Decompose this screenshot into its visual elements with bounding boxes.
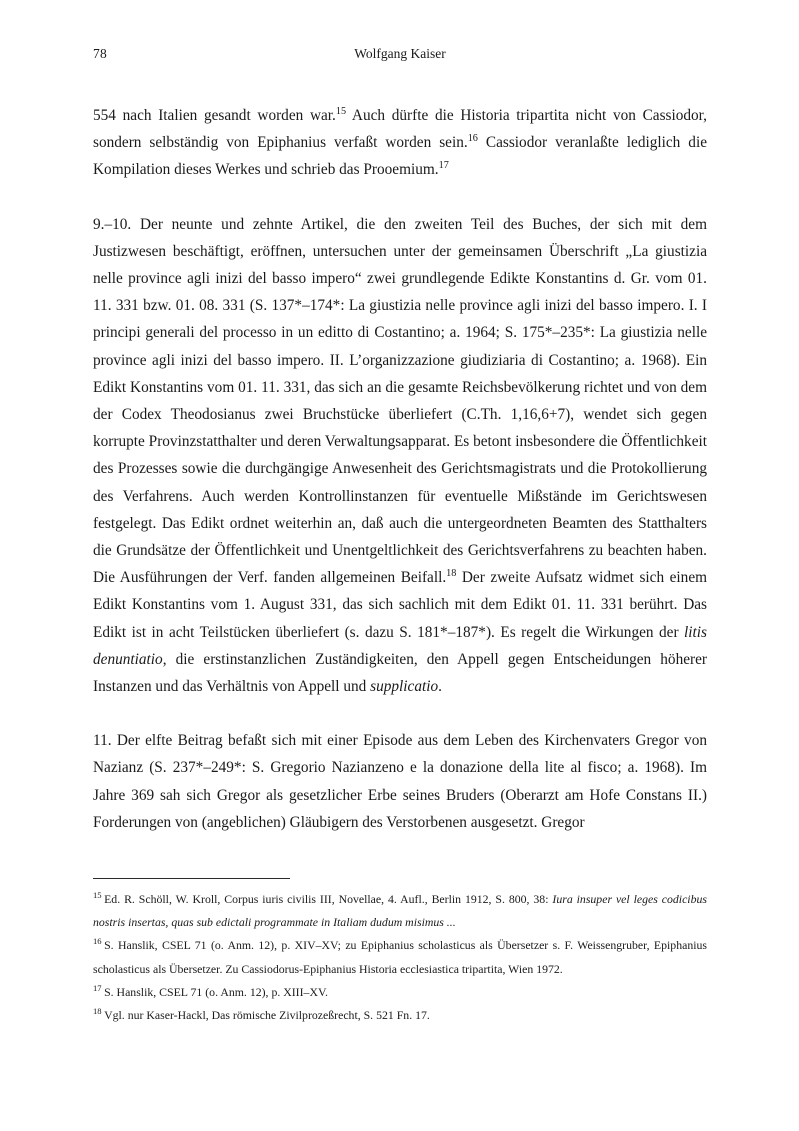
paragraph-1 [93,102,707,184]
paragraph-2 [93,211,707,701]
footnote-15-text: Ed. R. Schöll, W. Kroll, Corpus iuris civilis III, Novellae, 4. Aufl., Berlin 1912, S. 800, 38: [104,892,553,906]
footnote-area [93,878,707,1027]
footnote-item [93,981,707,1004]
footnote-reference-15[interactable]: 15 [335,105,347,117]
footnote-reference-17[interactable]: 17 [438,160,449,172]
paragraph-1-segment-1: 554 nach Italien gesandt worden war. [93,107,336,124]
paragraph-2-segment-3: , die erstinstanzlichen Zuständigkeiten, den Appell gegen Entscheidungen höherer Instanzen und das Verhältnis von Appell und [93,650,707,696]
footnote-reference-18[interactable]: 18 [446,568,457,580]
body-text-area [93,102,707,836]
latin-term-supplicatio: supplicatio [370,678,439,696]
footnote-item [93,888,707,934]
footnote-separator-rule [93,878,290,879]
footnote-number-15: 15 [93,890,102,901]
footnote-item [93,934,707,980]
footnote-item [93,1004,707,1027]
paragraph-1-segment-2: Auch dürfte die Historia tripartita nicht von Cassiodor, sondern selbständig von Epiphanius verfaßt worden sein. [93,107,707,152]
running-header [93,45,707,75]
footnote-reference-16[interactable]: 16 [467,133,478,145]
paragraph-2-segment-2: Der zweite Aufsatz widmet sich einem Edikt Konstantins vom 1. August 331, das sich sachlich mit dem Edikt 01. 11. 331 berührt. Das Edikt ist in acht Teilstücken überliefert (s. dazu S. 181*–187*). Es regelt die Wirkungen der [93,569,708,641]
paragraph-2-segment-4: . [438,678,442,696]
footnote-15-latin-quote: Iura insuper vel leges codicibus nostris insertas, quas sub edictali programmate in Italiam dudum misimus ... [93,892,707,930]
latin-term-litis-denuntiatio: litis denuntiatio [93,623,707,668]
paragraph-2-segment-1: 9.–10. Der neunte und zehnte Artikel, die den zweiten Teil des Buches, der sich mit dem Justizwesen beschäftigt, eröffnen, untersuchen unter der gemeinsamen Überschrift „La giustizia nelle province agli inizi del basso impero“ zwei grundlegende Edikte Konstantins d. Gr. vom 01. 11. 331 bzw. 01. 08. 331 (S. 137*–174*: La giustizia nelle province agli inizi del basso impero. I. I principi generali del processo in un editto di Costantino; a. 1964; S. 175*–235*: La giustizia nelle province agli inizi del basso impero. II. L’organizzazione giudiziaria di Costantino; a. 1968). Ein Edikt Konstantins vom 01. 11. 331, das sich an die gesamte Reichsbevölkerung richtet und von dem der Codex Theodosianus zwei Bruchstücke überliefert (C.Th. 1,16,6+7), wendet sich gegen korrupte Provinzstatthalter und deren Verwaltungsapparat. Es betont insbesondere die Öffentlichkeit des Prozesses sowie die durchgängige Anwesenheit des Gerichtsmagistrats und die Protokollierung des Verfahrens. Auch werden Kontrollinstanzen für eventuelle Mißstände im Gerichtswesen festgelegt. Das Edikt ordnet weiterhin an, daß auch die untergeordneten Beamten des Statthalters die Grundsätze der Öffentlichkeit und Unentgeltlichkeit des Gerichtsverfahrens zu beachten haben. Die Ausführungen der Verf. fanden allgemeinen Beifall. [93,215,707,587]
footnote-number-16: 16 [93,936,102,947]
paragraph-3-segment-1: 11. Der elfte Beitrag befaßt sich mit einer Episode aus dem Leben des Kirchenvaters Gregor von Nazianz (S. 237*–249*: S. Gregorio Nazianzeno e la donazione della lite al fisco; a. 1968). Im Jahre 369 sah sich Gregor als gesetzlicher Erbe seines Bruders (Oberarzt am Hofe Constans II.) Forderungen von (angeblichen) Gläubigern des Verstorbenen ausgesetzt. Gregor [93,732,707,831]
footnote-18-text: Vgl. nur Kaser-Hackl, Das römische Zivilprozeßrecht, S. 521 Fn. 17. [104,1008,430,1023]
footnote-number-17: 17 [93,982,102,993]
paragraph-3 [93,727,707,836]
paragraph-1-segment-3: Cassiodor veranlaßte lediglich die Kompilation dieses Werkes und schrieb das Prooemium. [93,134,707,179]
footnote-16-text: S. Hanslik, CSEL 71 (o. Anm. 12), p. XIV–XV; zu Epiphanius scholasticus als Übersetzer s. F. Weissengruber, Epiphanius scholasticus als Übersetzer. Zu Cassiodorus-Epiphanius Historia ecclesiastica tripartita, Wien 1972. [93,938,707,976]
page-number: 78 [93,46,107,61]
page-content-frame [93,0,707,836]
footnote-number-18: 18 [93,1006,102,1017]
footnote-17-text: S. Hanslik, CSEL 71 (o. Anm. 12), p. XIII–XV. [104,984,328,999]
header-author-name: Wolfgang Kaiser [354,46,446,61]
